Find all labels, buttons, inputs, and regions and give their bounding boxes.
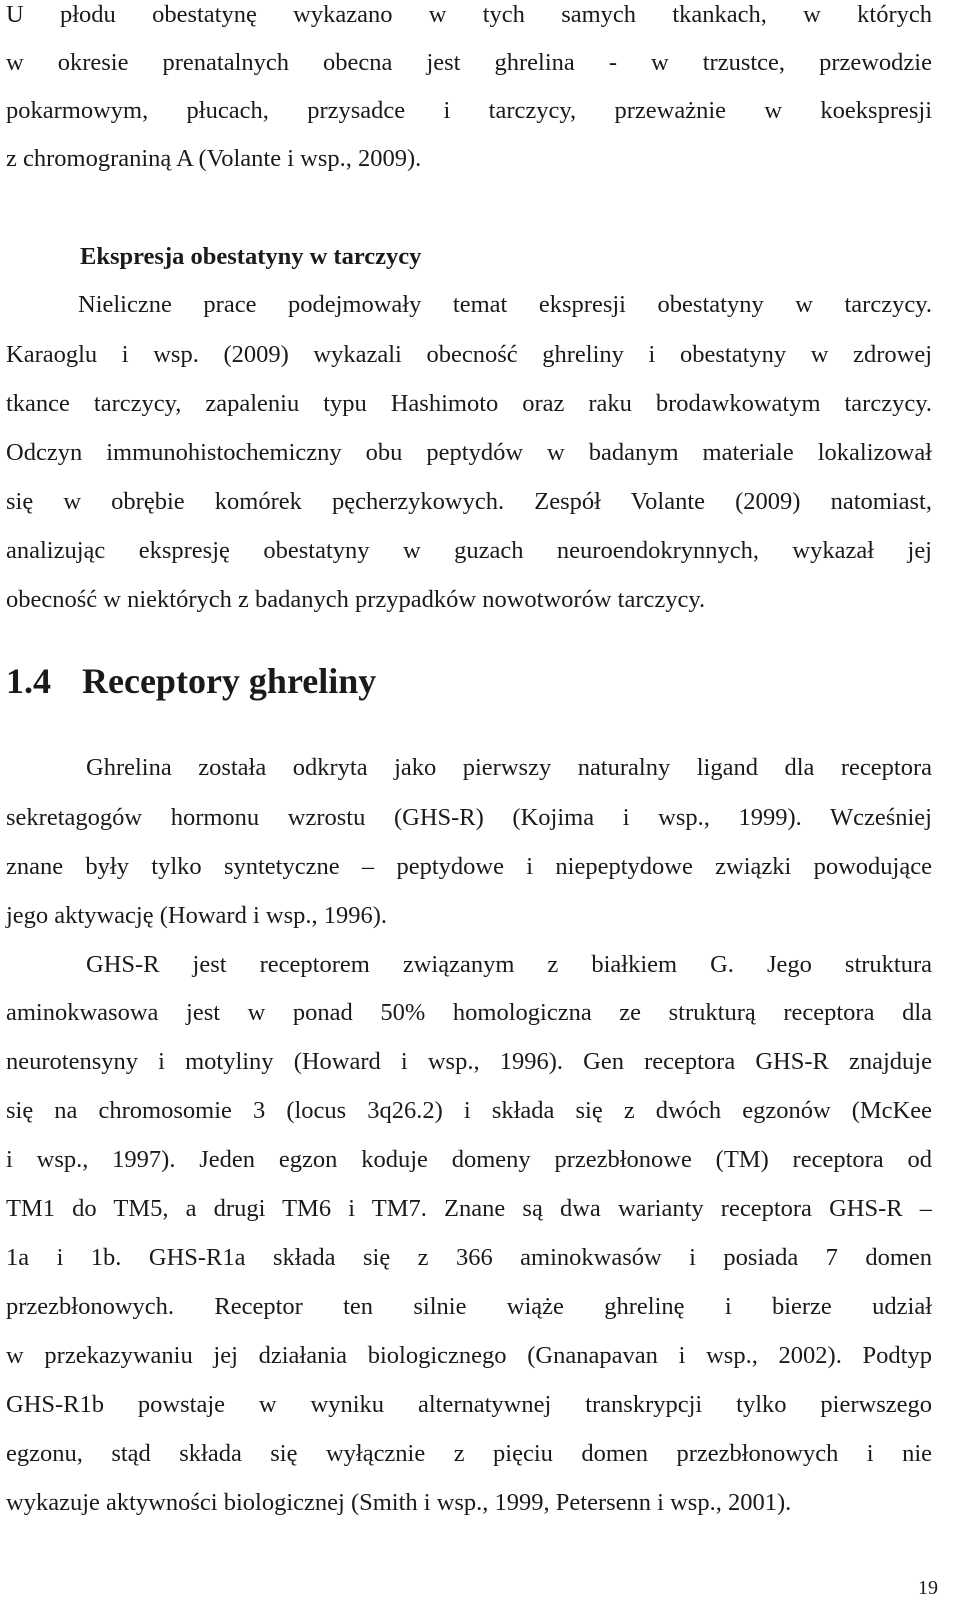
text-line: w okresie prenatalnych obecna jest ghrelina - w trzustce, przewodzie bbox=[6, 49, 932, 76]
text-line: Odczyn immunohistochemiczny obu peptydów w badanym materiale lokalizował bbox=[6, 439, 932, 466]
text-line: U płodu obestatynę wykazano w tych samych tkankach, w których bbox=[6, 1, 932, 28]
text-line: się w obrębie komórek pęcherzykowych. Zespół Volante (2009) natomiast, bbox=[6, 488, 932, 515]
text-line: analizując ekspresję obestatyny w guzach neuroendokrynnych, wykazał jej bbox=[6, 537, 932, 564]
text-line: z chromograniną A (Volante i wsp., 2009). bbox=[6, 145, 422, 172]
section-heading bbox=[6, 660, 376, 702]
text-line: obecność w niektórych z badanych przypadków nowotworów tarczycy. bbox=[6, 586, 706, 613]
text-line: w przekazywaniu jej działania biologicznego (Gnanapavan i wsp., 2002). Podtyp bbox=[6, 1342, 932, 1369]
text-line: tkance tarczycy, zapaleniu typu Hashimoto oraz raku brodawkowatym tarczycy. bbox=[6, 390, 932, 417]
text-line: aminokwasowa jest w ponad 50% homologiczna ze strukturą receptora dla bbox=[6, 999, 932, 1026]
section-number: 1.4 bbox=[6, 661, 51, 701]
text-line: i wsp., 1997). Jeden egzon koduje domeny przezbłonowe (TM) receptora od bbox=[6, 1146, 932, 1173]
text-line: TM1 do TM5, a drugi TM6 i TM7. Znane są dwa warianty receptora GHS-R – bbox=[6, 1195, 932, 1222]
text-line: GHS-R1b powstaje w wyniku alternatywnej transkrypcji tylko pierwszego bbox=[6, 1391, 932, 1418]
text-line: się na chromosomie 3 (locus 3q26.2) i składa się z dwóch egzonów (McKee bbox=[6, 1097, 932, 1124]
text-line: 1a i 1b. GHS-R1a składa się z 366 aminokwasów i posiada 7 domen bbox=[6, 1244, 932, 1271]
text-line: Ghrelina została odkryta jako pierwszy naturalny ligand dla receptora bbox=[86, 754, 932, 781]
text-line: jego aktywację (Howard i wsp., 1996). bbox=[6, 902, 388, 929]
section-title: Receptory ghreliny bbox=[82, 661, 377, 701]
text-line: Nieliczne prace podejmowały temat ekspresji obestatyny w tarczycy. bbox=[78, 291, 932, 318]
subsection-title: Ekspresja obestatyny w tarczycy bbox=[80, 243, 422, 270]
text-line: egzonu, stąd składa się wyłącznie z pięciu domen przezbłonowych i nie bbox=[6, 1440, 932, 1467]
text-line: pokarmowym, płucach, przysadce i tarczycy, przeważnie w koekspresji bbox=[6, 97, 932, 124]
text-line: wykazuje aktywności biologicznej (Smith i wsp., 1999, Petersenn i wsp., 2001). bbox=[6, 1489, 792, 1516]
text-line: znane były tylko syntetyczne – peptydowe i niepeptydowe związki powodujące bbox=[6, 853, 932, 880]
text-line: neurotensyny i motyliny (Howard i wsp., 1996). Gen receptora GHS-R znajduje bbox=[6, 1048, 932, 1075]
text-line: sekretagogów hormonu wzrostu (GHS-R) (Kojima i wsp., 1999). Wcześniej bbox=[6, 804, 932, 831]
text-line: GHS-R jest receptorem związanym z białkiem G. Jego struktura bbox=[86, 951, 932, 978]
text-line: przezbłonowych. Receptor ten silnie wiąże ghrelinę i bierze udział bbox=[6, 1293, 932, 1320]
page-number: 19 bbox=[918, 1577, 938, 1599]
text-line: Karaoglu i wsp. (2009) wykazali obecność ghreliny i obestatyny w zdrowej bbox=[6, 341, 932, 368]
